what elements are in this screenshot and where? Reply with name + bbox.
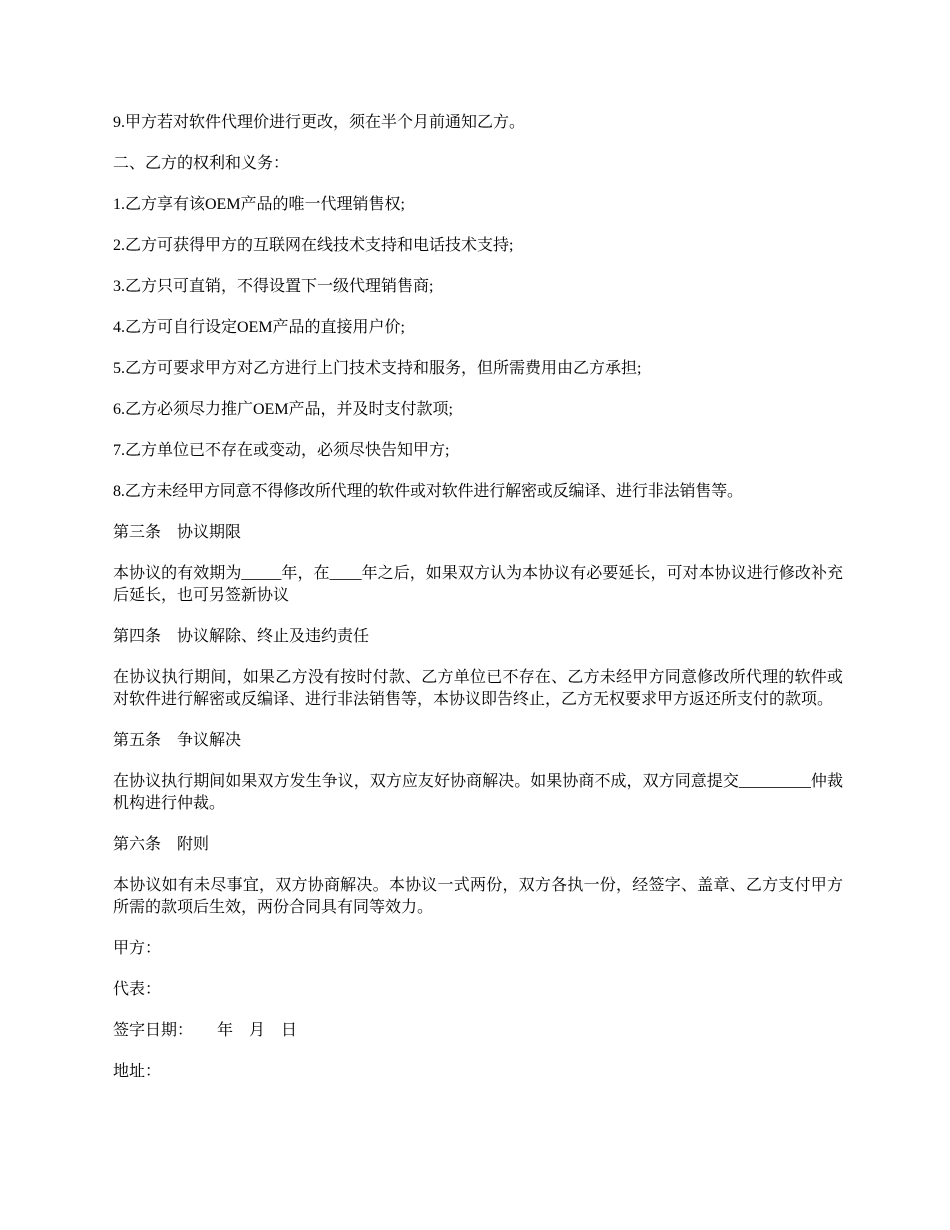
clause-b-item-8: 8.乙方未经甲方同意不得修改所代理的软件或对软件进行解密或反编译、进行非法销售等。: [113, 483, 743, 500]
clause-b-item-2: 2.乙方可获得甲方的互联网在线技术支持和电话技术支持;: [113, 237, 514, 254]
article-3-heading: 第三条 协议期限: [113, 524, 242, 541]
signature-representative: 代表：: [113, 981, 162, 998]
article-6-heading: 第六条 附则: [113, 836, 210, 853]
article-3-body: 本协议的有效期为_____年，在____年之后，如果双方认为本协议有必要延长，可对本协议进行修改补充后延长，也可另签新协议: [113, 565, 843, 604]
signature-address: 地址：: [113, 1063, 162, 1080]
clause-b-item-6: 6.乙方必须尽力推广OEM产品，并及时支付款项;: [113, 401, 454, 418]
section-heading-party-b-rights: 二、乙方的权利和义务：: [113, 155, 290, 172]
article-6-body: 本协议如有未尽事宜，双方协商解决。本协议一式两份，双方各执一份，经签字、盖章、乙方支付甲方所需的款项后生效，两份合同具有同等效力。: [113, 877, 843, 916]
signature-date: 签字日期： 年 月 日: [113, 1022, 298, 1039]
clause-b-item-7: 7.乙方单位已不存在或变动，必须尽快告知甲方;: [113, 442, 450, 459]
clause-a-item-9: 9.甲方若对软件代理价进行更改，须在半个月前通知乙方。: [113, 114, 526, 131]
signature-party-a: 甲方：: [113, 940, 162, 957]
document-body: [113, 112, 843, 1102]
article-5-heading: 第五条 争议解决: [113, 732, 242, 749]
article-4-body: 在协议执行期间，如果乙方没有按时付款、乙方单位已不存在、乙方未经甲方同意修改所代理的软件或对软件进行解密或反编译、进行非法销售等，本协议即告终止，乙方无权要求甲方返还所支付的款项。: [113, 669, 843, 708]
clause-b-item-4: 4.乙方可自行设定OEM产品的直接用户价;: [113, 319, 406, 336]
article-5-body: 在协议执行期间如果双方发生争议，双方应友好协商解决。如果协商不成，双方同意提交_________仲裁机构进行仲裁。: [113, 773, 843, 812]
clause-b-item-1: 1.乙方享有该OEM产品的唯一代理销售权;: [113, 196, 406, 213]
article-4-heading: 第四条 协议解除、终止及违约责任: [113, 628, 370, 645]
clause-b-item-3: 3.乙方只可直销，不得设置下一级代理销售商;: [113, 278, 434, 295]
clause-b-item-5: 5.乙方可要求甲方对乙方进行上门技术支持和服务，但所需费用由乙方承担;: [113, 360, 642, 377]
